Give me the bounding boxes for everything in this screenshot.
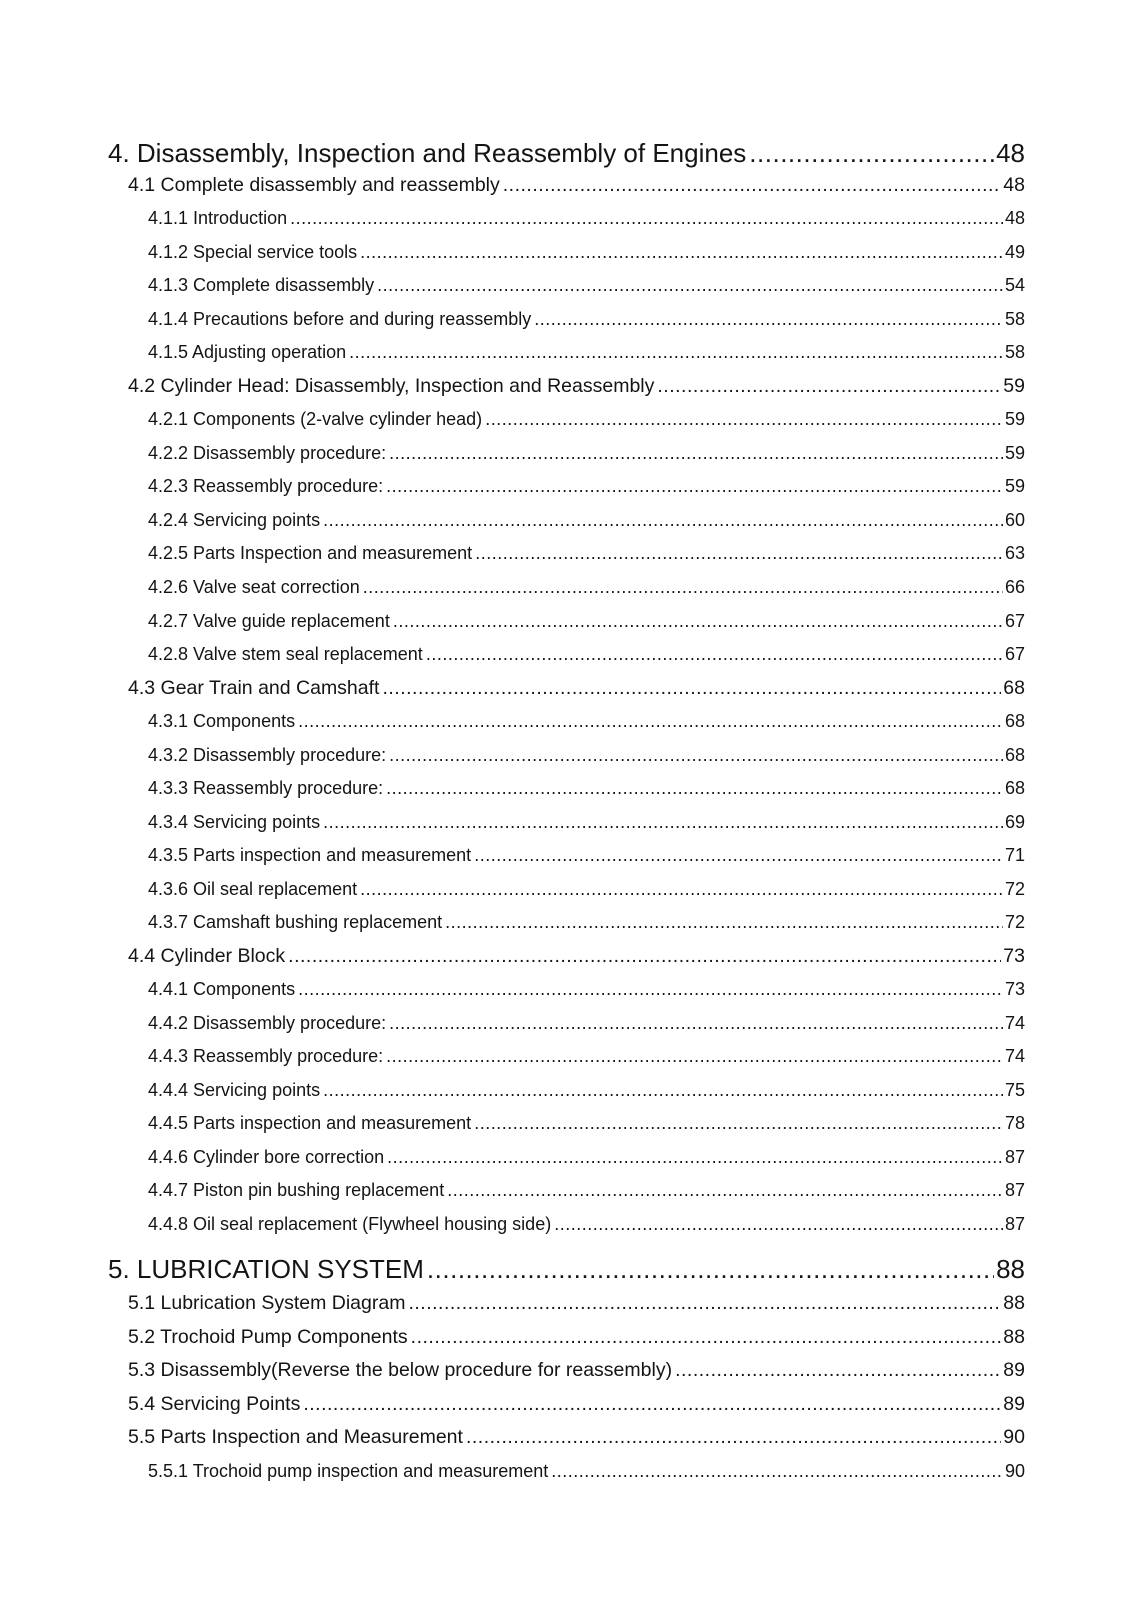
toc-entry[interactable] [128,174,1025,197]
toc-entry-page-number: 49 [1004,242,1025,262]
toc-entry[interactable] [148,845,1025,866]
toc-entry-title: 5.5 Parts Inspection and Measurement [128,1426,463,1448]
toc-entry-title: 4.4.1 Components [148,979,296,999]
toc-entry-title: 4.4.7 Piston pin bushing replacement [148,1180,445,1200]
dot-leader [426,644,1003,665]
toc-entry[interactable] [128,1292,1025,1315]
toc-entry-page-number: 59 [1004,476,1025,496]
dot-leader [386,778,1003,799]
dot-leader [474,845,1003,866]
toc-entry-page-number: 68 [1004,778,1025,798]
toc-entry[interactable] [148,778,1025,799]
dot-leader [675,1359,1001,1382]
dot-leader [360,879,1003,900]
dot-leader [411,1326,1002,1349]
toc-entry[interactable] [128,375,1025,398]
dot-leader [485,409,1003,430]
toc-entry[interactable] [148,644,1025,665]
dot-leader [303,1393,1001,1416]
toc-entry-page-number: 68 [1003,677,1025,699]
toc-entry-page-number: 72 [1004,912,1025,932]
toc-entry-title: 4.4.8 Oil seal replacement (Flywheel housing side) [148,1214,552,1234]
toc-entry[interactable] [148,1013,1025,1034]
toc-entry-title: 4.1.1 Introduction [148,208,288,228]
toc-entry-page-number: 75 [1004,1080,1025,1100]
dot-leader [393,611,1003,632]
dot-leader [474,1113,1003,1134]
toc-entry[interactable] [128,1326,1025,1349]
toc-entry-title: 5.4 Servicing Points [128,1393,301,1415]
toc-entry-title: 4.3.2 Disassembly procedure: [148,745,387,765]
toc-entry-title: 4. Disassembly, Inspection and Reassembly of Engines [108,138,747,168]
toc-entry-title: 4.3.5 Parts inspection and measurement [148,845,472,865]
dot-leader [503,174,1002,197]
toc-entry[interactable] [148,812,1025,833]
toc-entry[interactable] [148,242,1025,263]
dot-leader [749,138,994,169]
toc-entry[interactable] [148,979,1025,1000]
toc-entry-page-number: 48 [1004,208,1025,228]
toc-entry-title: 4.1.5 Adjusting operation [148,342,347,362]
toc-entry[interactable] [148,1180,1025,1201]
dot-leader [382,677,1001,700]
toc-entry-page-number: 68 [1004,711,1025,731]
toc-entry-page-number: 78 [1004,1113,1025,1133]
toc-entry-page-number: 59 [1003,375,1025,397]
dot-leader [657,375,1001,398]
toc-entry[interactable] [148,711,1025,732]
toc-entry[interactable] [148,1113,1025,1134]
dot-leader [323,812,1003,833]
toc-entry-page-number: 89 [1003,1359,1025,1381]
toc-entry-title: 4.3.1 Components [148,711,296,731]
toc-entry-page-number: 87 [1004,1147,1025,1167]
dot-leader [554,1214,1003,1235]
toc-entry-title: 4.2.4 Servicing points [148,510,321,530]
toc-entry[interactable] [128,1359,1025,1382]
dot-leader [298,979,1003,1000]
toc-entry[interactable] [148,1147,1025,1168]
toc-entry-title: 4.4.3 Reassembly procedure: [148,1046,384,1066]
toc-entry[interactable] [108,138,1025,169]
toc-entry-title: 4.2.3 Reassembly procedure: [148,476,384,496]
dot-leader [386,1046,1003,1067]
toc-entry[interactable] [148,912,1025,933]
toc-entry[interactable] [148,208,1025,229]
dot-leader [427,1254,994,1285]
toc-entry-page-number: 74 [1004,1046,1025,1066]
toc-entry-page-number: 90 [1004,1461,1025,1481]
toc-entry-title: 4.2.2 Disassembly procedure: [148,443,387,463]
toc-entry[interactable] [148,577,1025,598]
dot-leader [288,945,1001,968]
toc-entry[interactable] [148,611,1025,632]
toc-entry-title: 4.2.8 Valve stem seal replacement [148,644,423,664]
toc-entry-page-number: 58 [1004,309,1025,329]
toc-entry-page-number: 74 [1004,1013,1025,1033]
toc-entry-page-number: 60 [1004,510,1025,530]
dot-leader [534,309,1003,330]
toc-entry-page-number: 58 [1004,342,1025,362]
dot-leader [377,275,1003,296]
toc-entry-page-number: 88 [1003,1326,1025,1348]
toc-entry[interactable] [128,677,1025,700]
toc-entry-title: 4.3.3 Reassembly procedure: [148,778,384,798]
toc-entry-title: 4.2 Cylinder Head: Disassembly, Inspection and Reassembly [128,375,655,397]
toc-entry-page-number: 63 [1004,543,1025,563]
toc-entry-page-number: 72 [1004,879,1025,899]
dot-leader [447,1180,1003,1201]
toc-entry-page-number: 69 [1004,812,1025,832]
toc-entry[interactable] [148,1046,1025,1067]
toc-entry-title: 4.3.6 Oil seal replacement [148,879,358,899]
toc-entry-title: 4.4 Cylinder Block [128,945,286,967]
dot-leader [551,1461,1003,1482]
toc-entry[interactable] [148,443,1025,464]
toc-entry-page-number: 73 [1004,979,1025,999]
toc-entry-page-number: 73 [1003,945,1025,967]
toc-entry-page-number: 54 [1004,275,1025,295]
dot-leader [386,476,1003,497]
dot-leader [387,1147,1003,1168]
toc-entry[interactable] [148,1080,1025,1101]
toc-entry[interactable] [148,1461,1025,1482]
dot-leader [466,1426,1001,1449]
dot-leader [323,1080,1003,1101]
toc-entry-page-number: 67 [1004,644,1025,664]
toc-entry[interactable] [148,342,1025,363]
toc-entry-page-number: 88 [1003,1292,1025,1314]
toc-entry-title: 4.2.7 Valve guide replacement [148,611,390,631]
toc-entry-title: 4.1.2 Special service tools [148,242,358,262]
toc-entry-page-number: 66 [1004,577,1025,597]
toc-entry[interactable] [148,309,1025,330]
toc-entry-page-number: 48 [1003,174,1025,196]
toc-entry-title: 5.2 Trochoid Pump Components [128,1326,408,1348]
dot-leader [363,577,1003,598]
toc-entry-title: 4.1.3 Complete disassembly [148,275,375,295]
toc-entry-title: 4.4.4 Servicing points [148,1080,321,1100]
dot-leader [360,242,1003,263]
toc-entry-title: 5.1 Lubrication System Diagram [128,1292,406,1314]
toc-entry[interactable] [148,1214,1025,1235]
dot-leader [389,443,1003,464]
toc-entry-title: 4.3 Gear Train and Camshaft [128,677,380,699]
toc-entry-title: 4.4.6 Cylinder bore correction [148,1147,385,1167]
toc-entry[interactable] [128,1393,1025,1416]
toc-entry[interactable] [148,745,1025,766]
toc-entry-title: 4.2.6 Valve seat correction [148,577,360,597]
toc-entry[interactable] [128,945,1025,968]
toc-entry-page-number: 67 [1004,611,1025,631]
dot-leader [408,1292,1001,1315]
toc-entry-title: 4.1 Complete disassembly and reassembly [128,174,500,196]
dot-leader [298,711,1003,732]
toc-entry[interactable] [148,476,1025,497]
toc-entry-page-number: 71 [1004,845,1025,865]
toc-entry-title: 5.5.1 Trochoid pump inspection and measurement [148,1461,549,1481]
toc-entry-page-number: 59 [1004,443,1025,463]
dot-leader [445,912,1003,933]
toc-entry[interactable] [148,409,1025,430]
toc-entry-title: 4.2.5 Parts Inspection and measurement [148,543,473,563]
toc-entry-title: 4.2.1 Components (2-valve cylinder head) [148,409,483,429]
toc-entry-title: 4.3.4 Servicing points [148,812,321,832]
toc-entry-page-number: 90 [1003,1426,1025,1448]
toc-entry[interactable] [148,879,1025,900]
toc-entry-page-number: 87 [1004,1214,1025,1234]
dot-leader [389,745,1003,766]
toc-entry-page-number: 48 [996,138,1025,168]
toc-entry[interactable] [148,510,1025,531]
toc-entry-page-number: 87 [1004,1180,1025,1200]
toc-entry[interactable] [148,275,1025,296]
toc-entry-title: 4.4.5 Parts inspection and measurement [148,1113,472,1133]
toc-entry-page-number: 68 [1004,745,1025,765]
toc-entry-title: 4.4.2 Disassembly procedure: [148,1013,387,1033]
toc-entry-page-number: 88 [996,1254,1025,1284]
dot-leader [290,208,1003,229]
toc-entry-page-number: 59 [1004,409,1025,429]
toc-entry[interactable] [148,543,1025,564]
toc-entry[interactable] [108,1254,1025,1285]
toc-entry-title: 4.1.4 Precautions before and during reassembly [148,309,532,329]
toc-entry-page-number: 89 [1003,1393,1025,1415]
dot-leader [475,543,1003,564]
toc-entry-title: 5.3 Disassembly(Reverse the below procedure for reassembly) [128,1359,673,1381]
dot-leader [349,342,1003,363]
toc-entry[interactable] [128,1426,1025,1449]
dot-leader [323,510,1003,531]
toc-entry-title: 5. LUBRICATION SYSTEM [108,1254,424,1284]
dot-leader [389,1013,1003,1034]
toc-entry-title: 4.3.7 Camshaft bushing replacement [148,912,443,932]
